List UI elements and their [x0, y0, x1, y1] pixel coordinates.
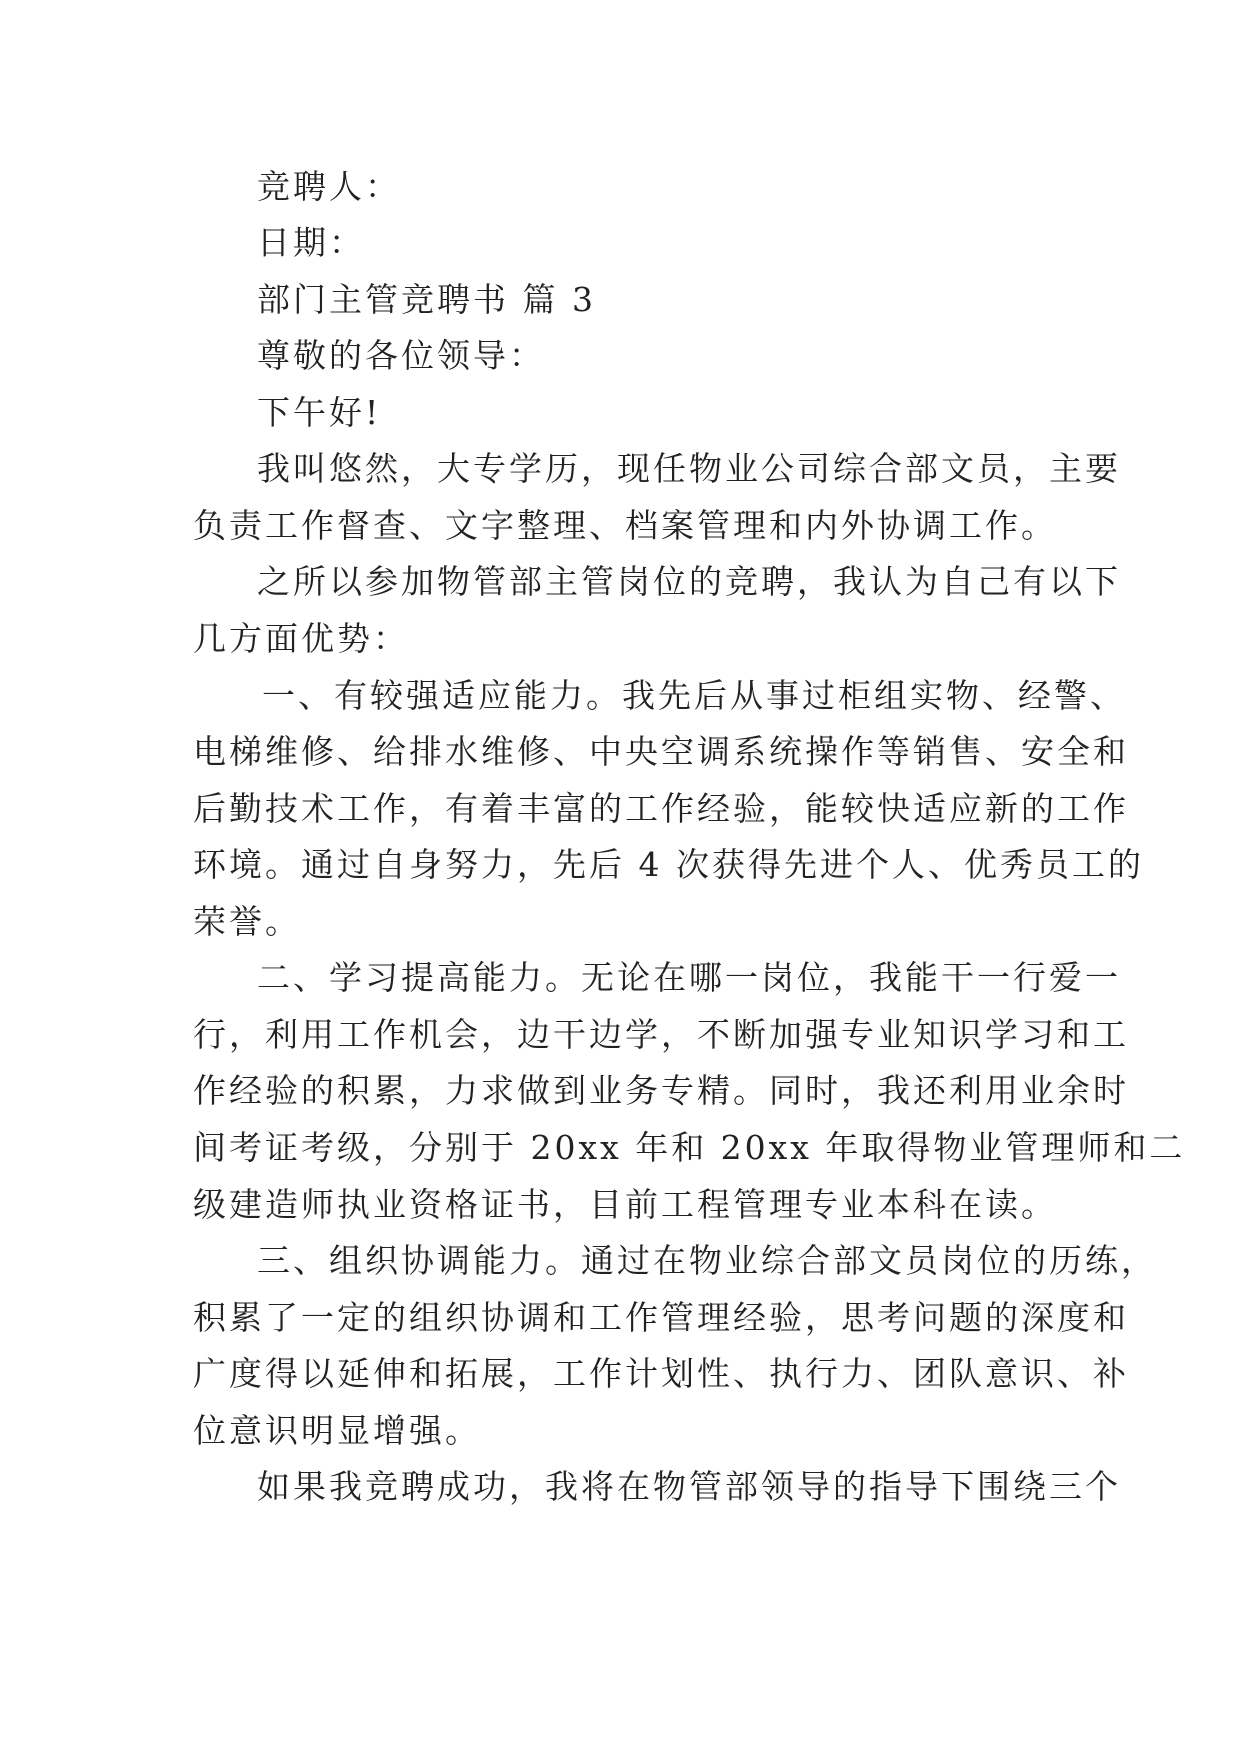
- salutation: 尊敬的各位领导：: [257, 336, 545, 375]
- paragraph-line: 行，利用工作机会，边干边学，不断加强专业知识学习和工: [193, 1015, 1129, 1054]
- paragraph-line: 积累了一定的组织协调和工作管理经验，思考问题的深度和: [193, 1298, 1129, 1337]
- paragraph-line: 级建造师执业资格证书，目前工程管理专业本科在读。: [193, 1185, 1057, 1224]
- paragraph-line: 位意识明显增强。: [193, 1411, 481, 1450]
- paragraph-line: 负责工作督查、文字整理、档案管理和内外协调工作。: [193, 506, 1057, 545]
- date-line: 日期：: [257, 223, 365, 262]
- paragraph-line: 几方面优势：: [193, 619, 409, 658]
- paragraph-line: 电梯维修、给排水维修、中央空调系统操作等销售、安全和: [193, 732, 1129, 771]
- paragraph-line: 如果我竞聘成功，我将在物管部领导的指导下围绕三个: [257, 1467, 1121, 1506]
- greeting: 下午好!: [257, 393, 382, 432]
- paragraph-line: 之所以参加物管部主管岗位的竞聘，我认为自己有以下: [257, 562, 1121, 601]
- paragraph-line: 一、有较强适应能力。我先后从事过柜组实物、经警、: [262, 676, 1126, 715]
- section-title: 部门主管竞聘书 篇 3: [257, 280, 596, 319]
- paragraph-line: 作经验的积累，力求做到业务专精。同时，我还利用业余时: [193, 1071, 1129, 1110]
- paragraph-line: 三、组织协调能力。通过在物业综合部文员岗位的历练，: [257, 1241, 1157, 1280]
- paragraph-line: 后勤技术工作，有着丰富的工作经验，能较快适应新的工作: [193, 789, 1129, 828]
- paragraph-line: 我叫悠然，大专学历，现任物业公司综合部文员，主要: [257, 449, 1121, 488]
- paragraph-line: 间考证考级，分别于 20xx 年和 20xx 年取得物业管理师和二: [193, 1128, 1186, 1167]
- paragraph-line: 环境。通过自身努力，先后 4 次获得先进个人、优秀员工的: [193, 845, 1144, 884]
- paragraph-line: 荣誉。: [193, 902, 301, 941]
- applicant-line: 竞聘人：: [257, 167, 401, 206]
- paragraph-line: 二、学习提高能力。无论在哪一岗位，我能干一行爱一: [257, 958, 1121, 997]
- paragraph-line: 广度得以延伸和拓展，工作计划性、执行力、团队意识、补: [193, 1354, 1129, 1393]
